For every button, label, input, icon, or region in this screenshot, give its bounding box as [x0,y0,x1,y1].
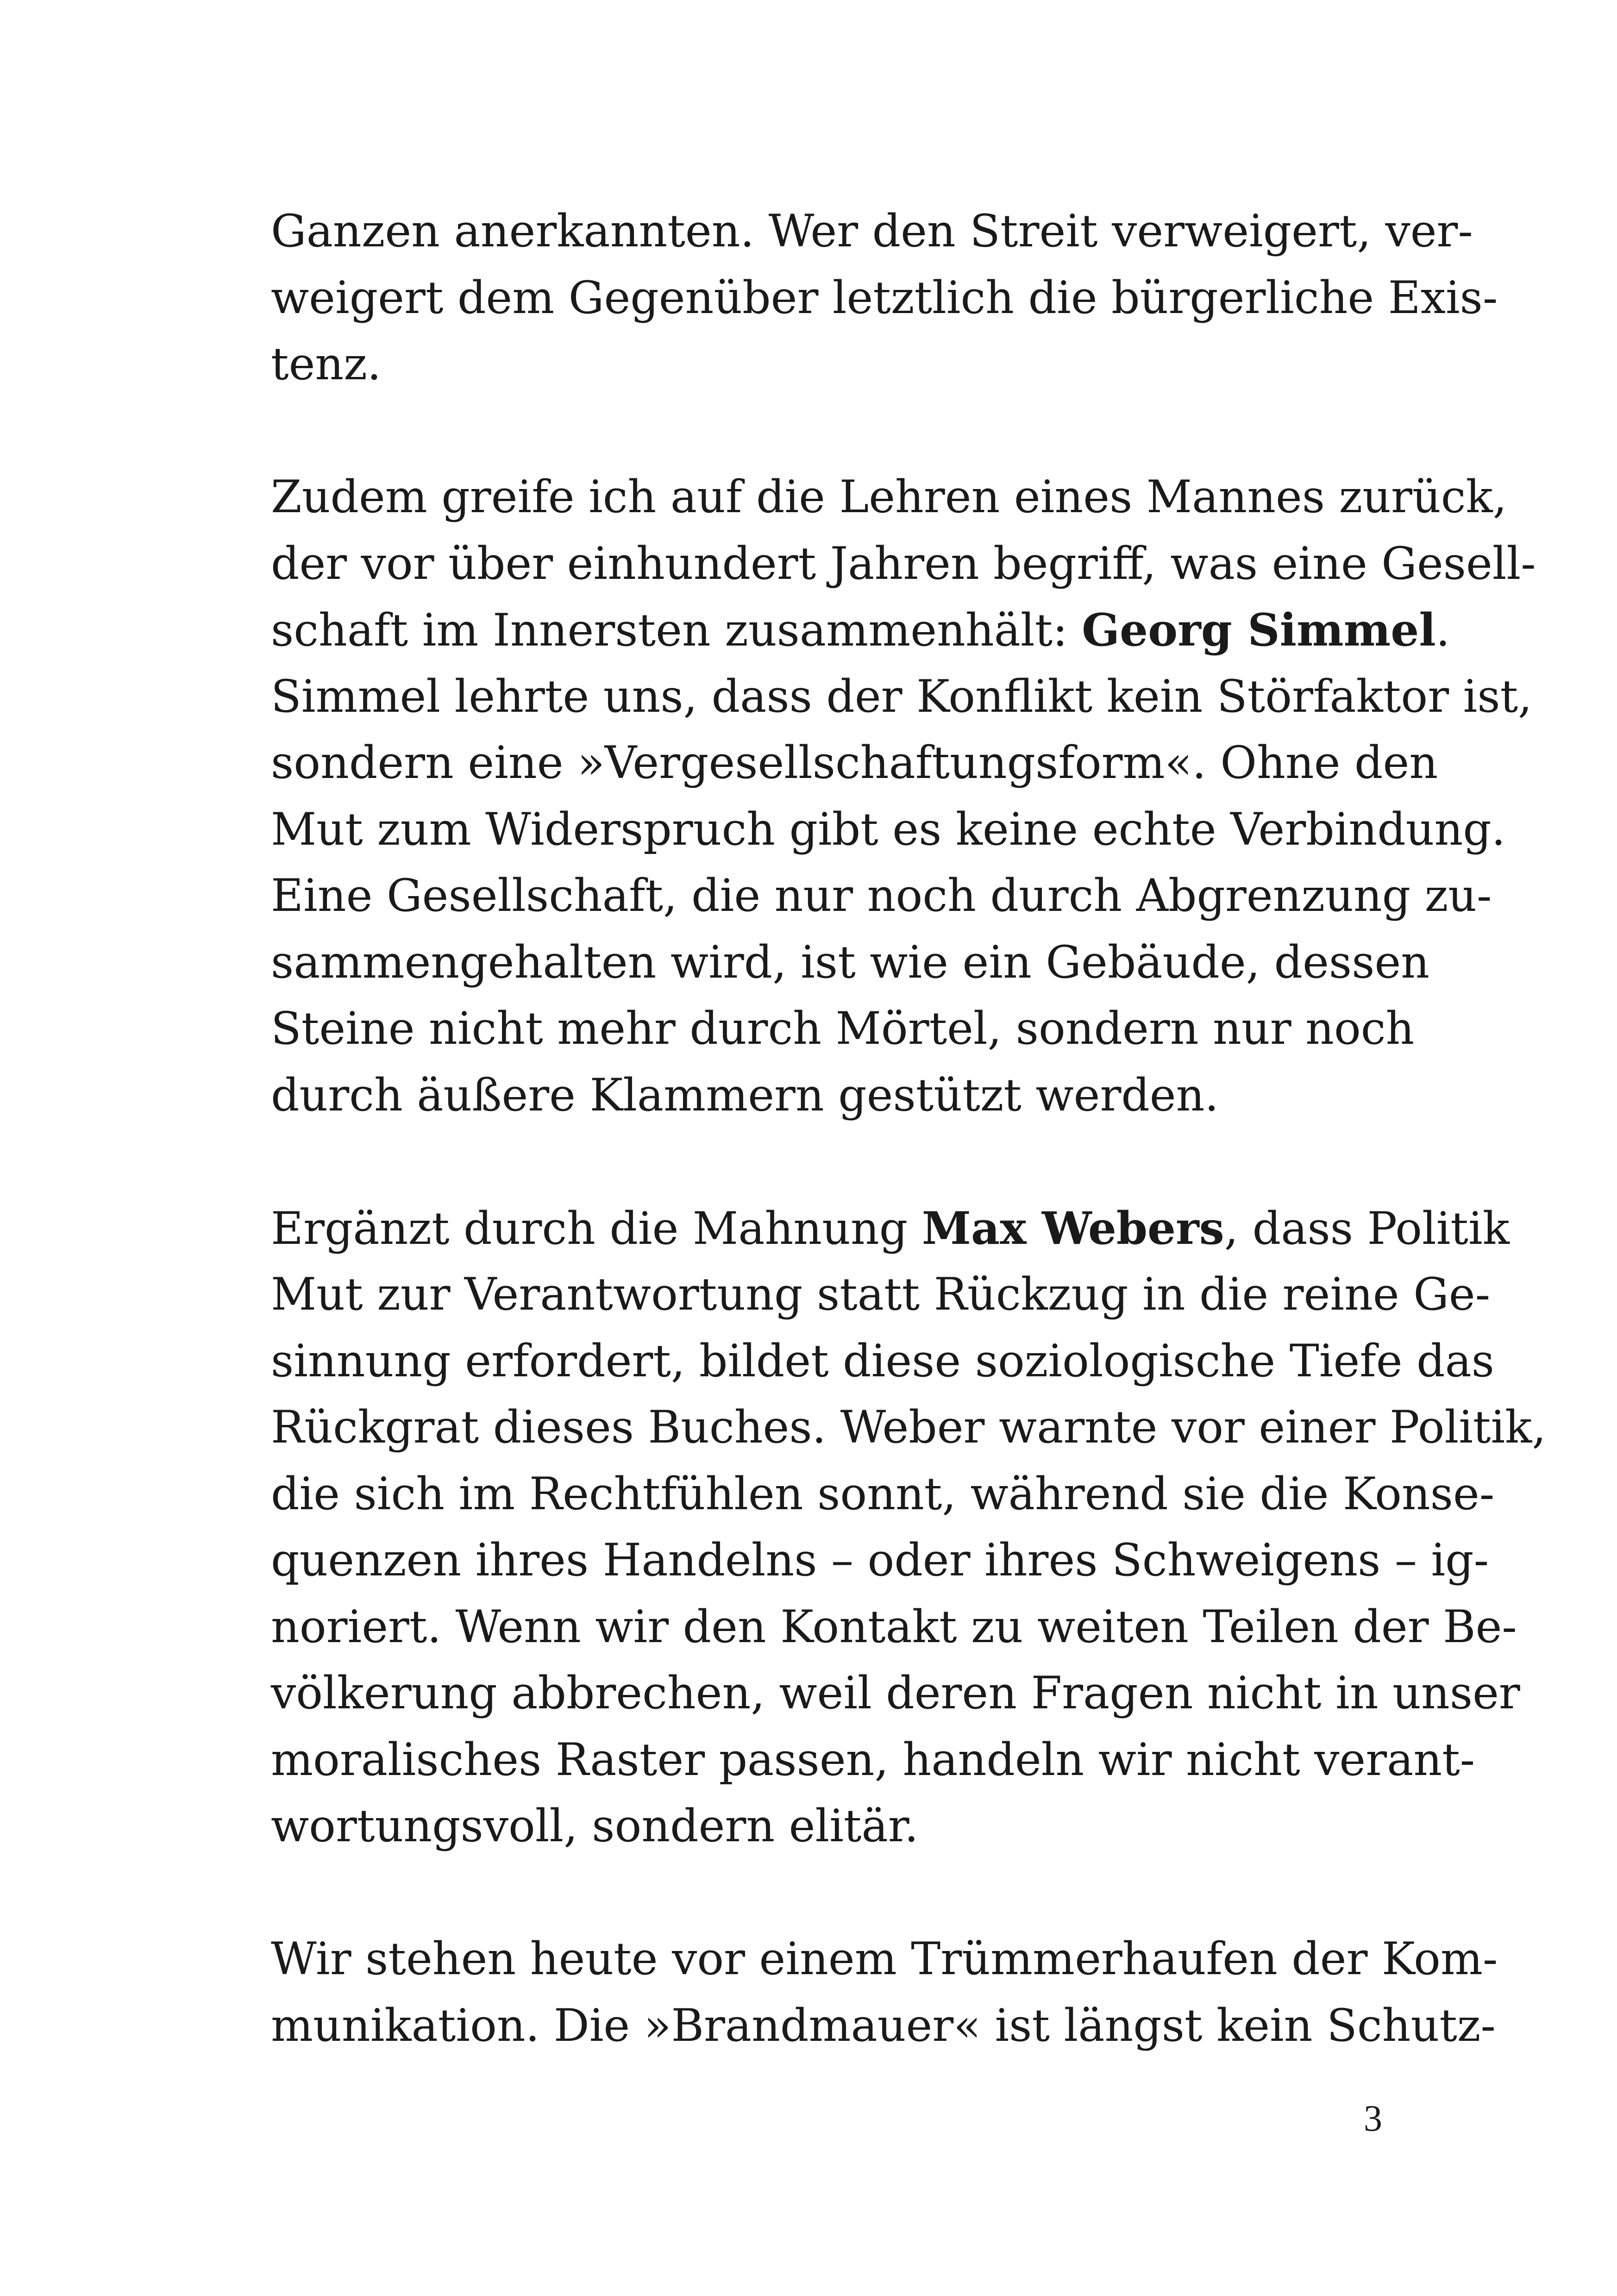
text-line [271,1195,1510,1262]
text-line: durch äußere Klammern gestützt werden. [271,1069,1219,1121]
text-line: sinnung erfordert, bildet diese soziologische Tiefe das [271,1335,1495,1387]
paragraph-gap [271,398,1382,464]
paragraph [271,1195,1546,1860]
text-line: der vor über einhundert Jahren begriff, was eine Gesell- [271,537,1536,590]
bold-name: Georg Simmel [1082,604,1436,656]
body-text [271,198,1546,2059]
text-line: Simmel lehrte uns, dass der Konflikt kein Störfaktor ist, [271,670,1532,722]
text-line: Eine Gesellschaft, die nur noch durch Abgrenzung zu- [271,870,1492,922]
paragraph-gap [271,1860,1382,1926]
text-segment: . [1435,604,1450,656]
paragraph [271,198,1498,398]
text-line: Mut zur Verantwortung statt Rückzug in die reine Ge- [271,1268,1491,1320]
page-number: 3 [1364,2098,1382,2139]
text-line: Wir stehen heute vor einem Trümmerhaufen der Kom- [271,1933,1498,1985]
paragraph [271,464,1536,1129]
paragraph [271,1926,1498,2059]
text-line: sammengehalten wird, ist wie ein Gebäude, dessen [271,936,1430,988]
text-line: Steine nicht mehr durch Mörtel, sondern nur noch [271,1003,1415,1054]
text-line: sondern eine »Vergesellschaftungsform«. Ohne den [271,737,1438,789]
text-segment: Ergänzt durch die Mahnung [271,1202,922,1255]
text-line: noriert. Wenn wir den Kontakt zu weiten Teilen der Be- [271,1600,1517,1653]
text-line: die sich im Rechtfühlen sonnt, während sie die Konse- [271,1468,1495,1520]
text-line: Ganzen anerkannten. Wer den Streit verweigert, ver- [271,205,1473,257]
text-segment: schaft im Innersten zusammenhält: [271,604,1082,656]
text-line: munikation. Die »Brandmauer« ist längst kein Schutz- [271,1999,1496,2051]
text-segment: , dass Politik [1224,1202,1510,1255]
text-line: völkerung abbrechen, weil deren Fragen nicht in unser [271,1667,1520,1719]
text-line: Zudem greife ich auf die Lehren eines Mannes zurück, [271,471,1507,523]
paragraph-gap [271,1129,1382,1195]
text-line: moralisches Raster passen, handeln wir nicht verant- [271,1733,1475,1786]
text-line: tenz. [271,338,382,390]
text-line [271,597,1450,664]
text-line: quenzen ihres Handelns – oder ihres Schweigens – ig- [271,1534,1489,1586]
text-line: wortungsvoll, sondern elitär. [271,1800,919,1852]
text-line: weigert dem Gegenüber letztlich die bürgerliche Exis- [271,271,1498,324]
text-line: Mut zum Widerspruch gibt es keine echte Verbindung. [271,803,1506,855]
bold-name: Max Webers [921,1202,1224,1255]
text-line: Rückgrat dieses Buches. Weber warnte vor einer Politik, [271,1401,1546,1453]
